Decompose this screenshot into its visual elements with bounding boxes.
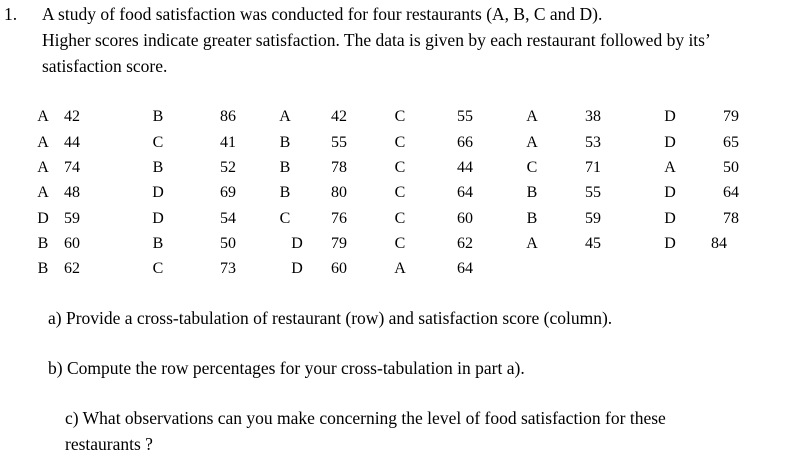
score-cell: 42 bbox=[64, 108, 80, 125]
restaurant-cell: B bbox=[152, 159, 164, 176]
intro-line-3: satisfaction score. bbox=[42, 56, 168, 76]
score-cell: 50 bbox=[723, 159, 739, 176]
score-cell: 78 bbox=[331, 159, 347, 176]
restaurant-cell: C bbox=[152, 260, 164, 277]
score-cell: 60 bbox=[457, 210, 473, 227]
restaurant-cell: B bbox=[279, 134, 291, 151]
score-cell: 42 bbox=[331, 108, 347, 125]
restaurant-cell: C bbox=[279, 210, 291, 227]
restaurant-cell: C bbox=[394, 108, 406, 125]
restaurant-cell: B bbox=[37, 260, 49, 277]
score-cell: 79 bbox=[331, 235, 347, 252]
score-cell: 44 bbox=[64, 134, 80, 151]
restaurant-cell: D bbox=[664, 210, 676, 227]
restaurant-cell: D bbox=[664, 184, 676, 201]
restaurant-cell: C bbox=[394, 210, 406, 227]
restaurant-cell: A bbox=[279, 108, 291, 125]
score-cell: 59 bbox=[64, 210, 80, 227]
score-cell: 55 bbox=[457, 108, 473, 125]
score-cell: 59 bbox=[585, 210, 601, 227]
restaurant-cell: C bbox=[394, 159, 406, 176]
score-cell: 69 bbox=[220, 184, 236, 201]
score-cell: 73 bbox=[220, 260, 236, 277]
score-cell: 76 bbox=[331, 210, 347, 227]
restaurant-cell: C bbox=[394, 184, 406, 201]
score-cell: 60 bbox=[64, 235, 80, 252]
restaurant-cell: A bbox=[526, 235, 538, 252]
score-cell: 64 bbox=[457, 260, 473, 277]
part-a-text: a) Provide a cross-tabulation of restaurant (row) and satisfaction score (column). bbox=[48, 308, 613, 328]
restaurant-cell: D bbox=[37, 210, 49, 227]
score-cell: 41 bbox=[220, 134, 236, 151]
restaurant-cell: B bbox=[279, 184, 291, 201]
score-cell: 38 bbox=[585, 108, 601, 125]
intro-line-2: Higher scores indicate greater satisfaction. The data is given by each restaurant followed by its’ bbox=[42, 30, 711, 50]
restaurant-cell: A bbox=[526, 108, 538, 125]
restaurant-cell: D bbox=[291, 235, 303, 252]
score-cell: 79 bbox=[723, 108, 739, 125]
restaurant-cell: B bbox=[37, 235, 49, 252]
score-cell: 84 bbox=[711, 235, 727, 252]
restaurant-cell: A bbox=[394, 260, 406, 277]
restaurant-cell: D bbox=[664, 134, 676, 151]
part-b-text: b) Compute the row percentages for your cross-tabulation in part a). bbox=[48, 358, 525, 378]
score-cell: 48 bbox=[64, 184, 80, 201]
restaurant-cell: B bbox=[152, 108, 164, 125]
score-cell: 54 bbox=[220, 210, 236, 227]
score-cell: 78 bbox=[723, 210, 739, 227]
part-c-text-line-2: restaurants ? bbox=[65, 434, 153, 454]
part-c-text-line-1: c) What observations can you make concerning the level of food satisfaction for these bbox=[65, 408, 666, 428]
restaurant-cell: A bbox=[37, 134, 49, 151]
score-cell: 86 bbox=[220, 108, 236, 125]
intro-line-1: A study of food satisfaction was conducted for four restaurants (A, B, C and D). bbox=[42, 4, 603, 24]
score-cell: 74 bbox=[64, 159, 80, 176]
restaurant-cell: A bbox=[37, 159, 49, 176]
score-cell: 64 bbox=[723, 184, 739, 201]
score-cell: 62 bbox=[457, 235, 473, 252]
restaurant-cell: A bbox=[37, 108, 49, 125]
score-cell: 55 bbox=[585, 184, 601, 201]
score-cell: 53 bbox=[585, 134, 601, 151]
restaurant-cell: C bbox=[394, 134, 406, 151]
restaurant-cell: A bbox=[664, 159, 676, 176]
restaurant-cell: C bbox=[394, 235, 406, 252]
score-cell: 66 bbox=[457, 134, 473, 151]
restaurant-cell: A bbox=[526, 134, 538, 151]
restaurant-cell: B bbox=[152, 235, 164, 252]
question-number: 1. bbox=[4, 4, 18, 24]
score-cell: 50 bbox=[220, 235, 236, 252]
score-cell: 71 bbox=[585, 159, 601, 176]
score-cell: 62 bbox=[64, 260, 80, 277]
restaurant-cell: A bbox=[37, 184, 49, 201]
restaurant-cell: B bbox=[526, 210, 538, 227]
restaurant-cell: D bbox=[291, 260, 303, 277]
restaurant-cell: D bbox=[152, 210, 164, 227]
restaurant-cell: C bbox=[526, 159, 538, 176]
score-cell: 45 bbox=[585, 235, 601, 252]
score-cell: 60 bbox=[331, 260, 347, 277]
score-cell: 44 bbox=[457, 159, 473, 176]
restaurant-cell: B bbox=[526, 184, 538, 201]
score-cell: 80 bbox=[331, 184, 347, 201]
restaurant-cell: B bbox=[279, 159, 291, 176]
score-cell: 55 bbox=[331, 134, 347, 151]
restaurant-cell: D bbox=[664, 235, 676, 252]
restaurant-cell: C bbox=[152, 134, 164, 151]
score-cell: 64 bbox=[457, 184, 473, 201]
score-cell: 65 bbox=[723, 134, 739, 151]
restaurant-cell: D bbox=[152, 184, 164, 201]
restaurant-cell: D bbox=[664, 108, 676, 125]
score-cell: 52 bbox=[220, 159, 236, 176]
